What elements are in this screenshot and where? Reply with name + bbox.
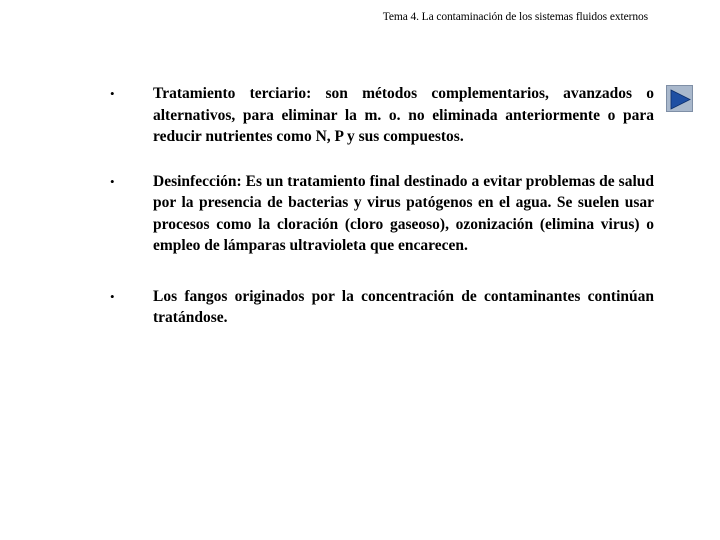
bullet-list [110,83,654,352]
bullet-item-disinfection [110,171,654,257]
bullet-text: Desinfección: Es un tratamiento final destinado a evitar problemas de salud por la presencia de bacterias y virus patógenos en el agua. Se suelen usar procesos como la cloración (cloro gaseoso), ozonización (elimina virus) o empleo de lámparas ultravioleta que encarecen. [153,172,654,254]
bullet-text: Los fangos originados por la concentración de contaminantes continúan tratándose. [153,287,654,326]
bullet-item-tertiary-treatment [110,83,654,148]
bullet-item-sludge [110,286,654,329]
slide-header-title: Tema 4. La contaminación de los sistemas fluidos externos [382,11,648,23]
bullet-marker: • [110,86,115,101]
bullet-text: Tratamiento terciario: son métodos complementarios, avanzados o alternativos, para eliminar la m. o. no eliminada anteriormente o para reducir nutrientes como N, P y sus compuestos. [153,85,654,145]
bullet-marker: • [110,173,115,189]
next-slide-button[interactable] [666,85,693,112]
triangle-right-icon [670,89,691,110]
bullet-marker: • [110,288,115,304]
